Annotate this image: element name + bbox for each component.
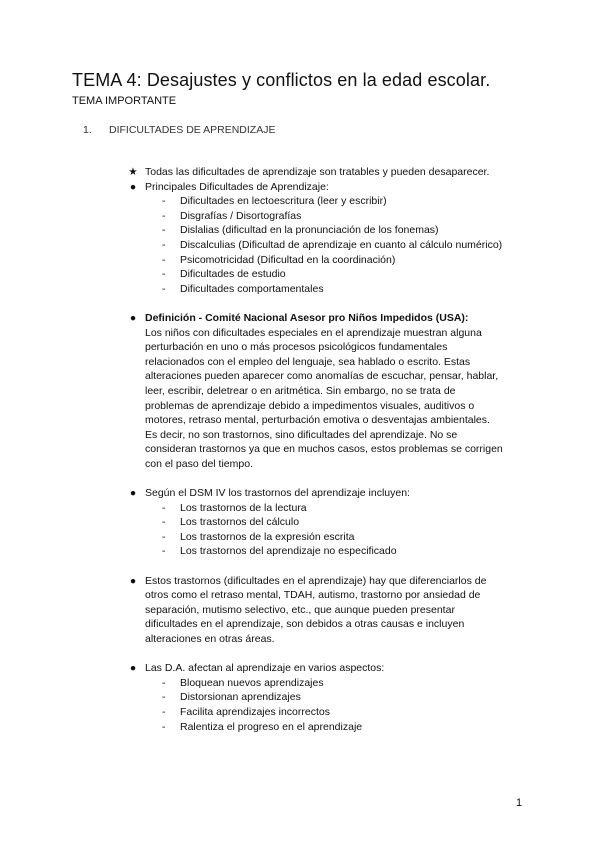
- dash-icon: -: [162, 238, 166, 251]
- dash-icon: -: [162, 224, 166, 237]
- list-item: - Psicomotricidad (Dificultad en la coordinación): [162, 253, 396, 266]
- paragraph-line: consideran trastornos ya que en muchos casos, estos problemas se corrigen: [145, 443, 503, 456]
- bullet-icon: ●: [129, 487, 137, 500]
- list-item: - Bloquean nuevos aprendizajes: [162, 676, 324, 689]
- dash-icon: -: [162, 195, 166, 208]
- dsm-label: Según el DSM IV los trastornos del aprendizaje incluyen:: [145, 487, 410, 500]
- paragraph-line: Es decir, no son trastornos, sino dificultades del aprendizaje. No se: [145, 428, 458, 441]
- principales-item: [125, 180, 520, 195]
- list-item: - Facilita aprendizajes incorrectos: [162, 705, 330, 718]
- paragraph-line: dificultades en el aprendizaje, son debidos a otras causas e incluyen: [145, 618, 465, 631]
- paragraph-line: separación, mutismo selectivo, etc., que aunque pueden presentar: [145, 603, 455, 616]
- list-item: - Discalculias (Dificultad de aprendizaje en cuanto al cálculo numérico): [162, 238, 503, 251]
- bullet-icon: ●: [129, 311, 137, 324]
- paragraph-line: leer, escribir, deletrear o en aritmética. Sin embargo, no se trata de: [145, 384, 456, 397]
- list-item: - Dificultades de estudio: [162, 268, 286, 281]
- list-item: - Dislalias (dificultad en la pronunciación de los fonemas): [162, 224, 439, 237]
- paragraph-line: con el paso del tiempo.: [145, 457, 253, 470]
- list-item: - Los trastornos de la expresión escrita: [162, 530, 355, 543]
- dash-icon: -: [162, 530, 166, 543]
- bullet-icon: ●: [129, 574, 137, 587]
- dash-icon: -: [162, 268, 166, 281]
- list-item: - Los trastornos del aprendizaje no especificado: [162, 545, 397, 558]
- list-item: - Dificultades en lectoescritura (leer y escribir): [162, 195, 387, 208]
- list-item: - Ralentiza el progreso en el aprendizaje: [162, 720, 363, 733]
- definicion-item: [125, 311, 520, 472]
- dash-icon: -: [162, 720, 166, 733]
- paragraph-line: alteraciones en otras áreas.: [145, 633, 275, 645]
- dash-icon: -: [162, 691, 166, 704]
- diferenciar-item: [125, 574, 520, 647]
- list-item: - Los trastornos del cálculo: [162, 516, 300, 529]
- dsm-item: [125, 486, 520, 501]
- list-item: - Disgrafías / Disortografías: [162, 209, 302, 222]
- definicion-heading: Definición - Comité Nacional Asesor pro Niños Impedidos (USA):: [145, 311, 469, 324]
- star-icon: ★: [128, 166, 138, 178]
- dash-icon: -: [162, 676, 166, 689]
- list-item: - Distorsionan aprendizajes: [162, 691, 301, 704]
- page-title: TEMA 4: Desajustes y conflictos en la edad escolar.: [72, 70, 491, 90]
- paragraph-line: motores, retraso mental, perturbación emotiva o desventajas ambientales.: [145, 414, 490, 427]
- paragraph-line: Los niños con dificultades especiales en el aprendizaje muestran alguna: [145, 326, 482, 339]
- afectan-item: [125, 661, 520, 676]
- page-number: 1: [516, 797, 523, 809]
- section-label: DIFICULTADES DE APRENDIZAJE: [109, 124, 276, 136]
- list-item: - Los trastornos de la lectura: [162, 501, 307, 514]
- dash-icon: -: [162, 705, 166, 718]
- dash-icon: -: [162, 209, 166, 222]
- paragraph-line: otros como el retraso mental, TDAH, autismo, trastorno por ansiedad de: [145, 589, 481, 602]
- section-number: 1.: [83, 124, 92, 136]
- paragraph-line: problemas de aprendizaje debido a impedimentos visuales, auditivos o: [145, 399, 475, 412]
- paragraph-line: Estos trastornos (dificultades en el aprendizaje) hay que diferenciarlos de: [145, 574, 487, 587]
- paragraph-line: alteraciones pueden aparecer como anomalías de escuchar, pensar, hablar,: [145, 370, 499, 383]
- list-item: - Dificultades comportamentales: [162, 282, 324, 295]
- dash-icon: -: [162, 501, 166, 514]
- afectan-label: Las D.A. afectan al aprendizaje en varios aspectos:: [145, 662, 385, 675]
- paragraph-line: relacionados con el empleo del lenguaje, sea hablado o escrito. Estas: [145, 355, 471, 368]
- bullet-icon: ●: [129, 180, 137, 193]
- bullet-icon: ●: [129, 662, 137, 675]
- dash-icon: -: [162, 282, 166, 295]
- principales-label: Principales Dificultades de Aprendizaje:: [145, 180, 329, 193]
- page-subtitle: TEMA IMPORTANTE: [72, 95, 177, 107]
- content-body: [125, 165, 520, 734]
- dash-icon: -: [162, 253, 166, 266]
- dash-icon: -: [162, 516, 166, 529]
- star-item-text: Todas las dificultades de aprendizaje son tratables y pueden desaparecer.: [145, 166, 490, 178]
- dash-icon: -: [162, 545, 166, 558]
- paragraph-line: perturbación en uno o más procesos psicológicos fundamentales: [145, 341, 448, 354]
- section-heading: [83, 124, 275, 136]
- star-item: [125, 165, 520, 180]
